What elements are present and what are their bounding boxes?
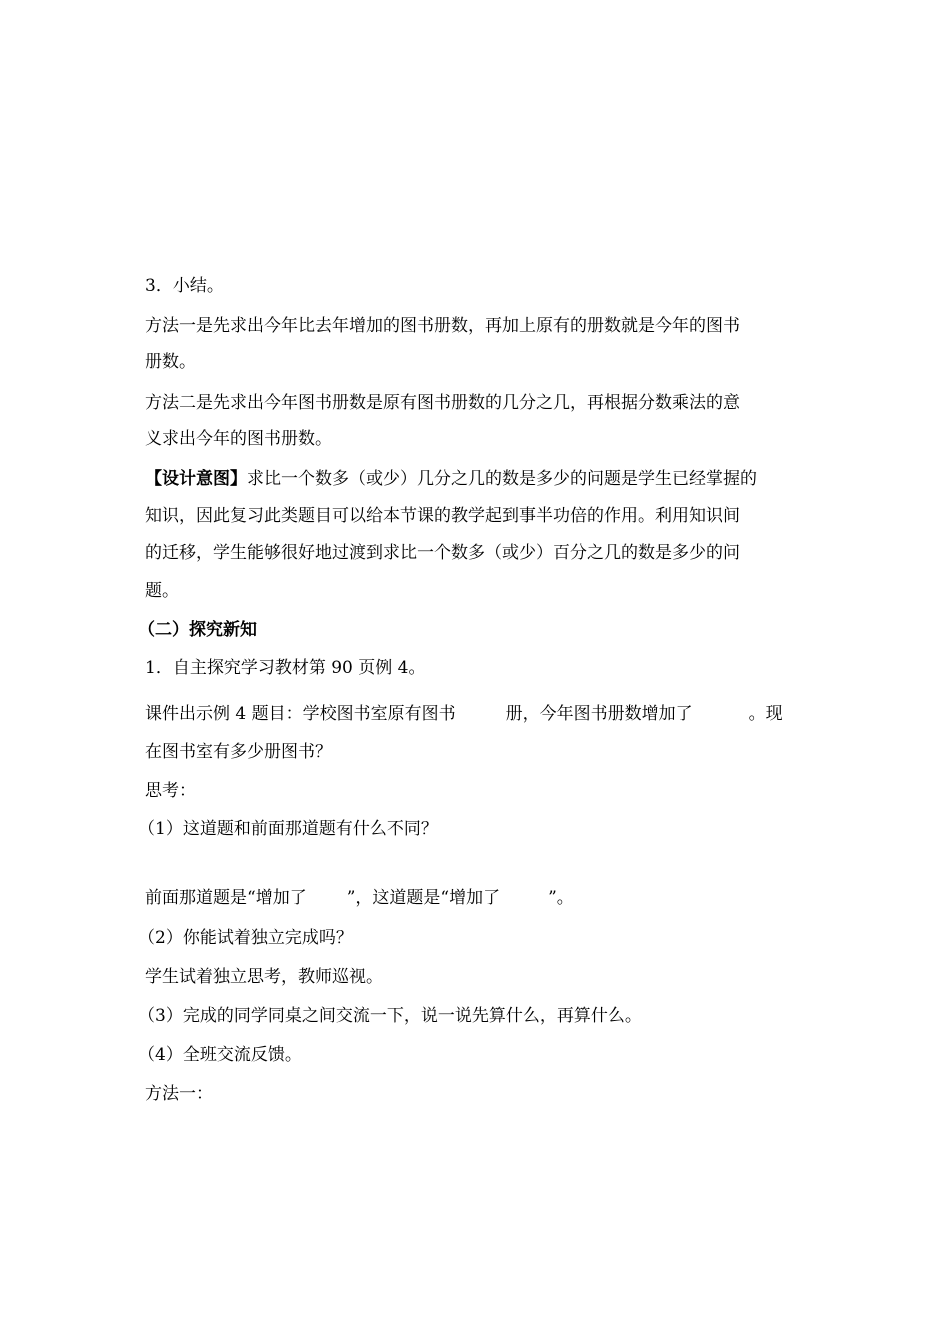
compare-text-part1: 前面那道题是“增加了 <box>145 888 307 908</box>
summary-method1-line2: 册数。 <box>145 352 196 372</box>
design-intent-line3: 的迁移，学生能够很好地过渡到求比一个数多（或少）百分之几的数是多少的问 <box>145 543 740 563</box>
method-1-label: 方法一： <box>145 1084 213 1104</box>
think-label: 思考： <box>145 781 196 801</box>
summary-heading: 3．小结。 <box>145 276 224 296</box>
question-4: （4）全班交流反馈。 <box>138 1045 302 1065</box>
section-title: （二）探究新知 <box>138 620 257 640</box>
question-1: （1）这道题和前面那道题有什么不同？ <box>138 819 438 839</box>
design-intent-line4: 题。 <box>145 581 179 601</box>
compare-text-part3: ”。 <box>548 888 574 908</box>
question-3: （3）完成的同学同桌之间交流一下，说一说先算什么，再算什么。 <box>138 1006 642 1026</box>
compare-line <box>145 887 810 909</box>
example-line2: 在图书室有多少册图书？ <box>145 742 332 762</box>
summary-method1-line1: 方法一是先求出今年比去年增加的图书册数，再加上原有的册数就是今年的图书 <box>145 316 740 336</box>
example-text-part2: 册，今年图书册数增加了 <box>505 704 693 724</box>
question-2-answer: 学生试着独立思考，教师巡视。 <box>145 967 383 987</box>
question-2: （2）你能试着独立完成吗？ <box>138 928 353 948</box>
design-intent-text1: 求比一个数多（或少）几分之几的数是多少的问题是学生已经掌握的 <box>247 469 757 489</box>
explore-item1: 1．自主探究学习教材第 90 页例 4。 <box>145 658 426 678</box>
compare-text-part2: ”，这道题是“增加了 <box>346 888 501 908</box>
example-line1 <box>145 703 810 725</box>
design-intent-line1 <box>145 468 810 490</box>
example-text-part3: 。现 <box>748 704 783 724</box>
design-intent-line2: 知识，因此复习此类题目可以给本节课的教学起到事半功倍的作用。利用知识间 <box>145 506 740 526</box>
example-text-part1: 课件出示例 4 题目：学校图书室原有图书 <box>145 704 456 724</box>
summary-method2-line1: 方法二是先求出今年图书册数是原有图书册数的几分之几，再根据分数乘法的意 <box>145 393 740 413</box>
summary-method2-line2: 义求出今年的图书册数。 <box>145 429 332 449</box>
design-intent-label: 【设计意图】 <box>145 469 247 489</box>
